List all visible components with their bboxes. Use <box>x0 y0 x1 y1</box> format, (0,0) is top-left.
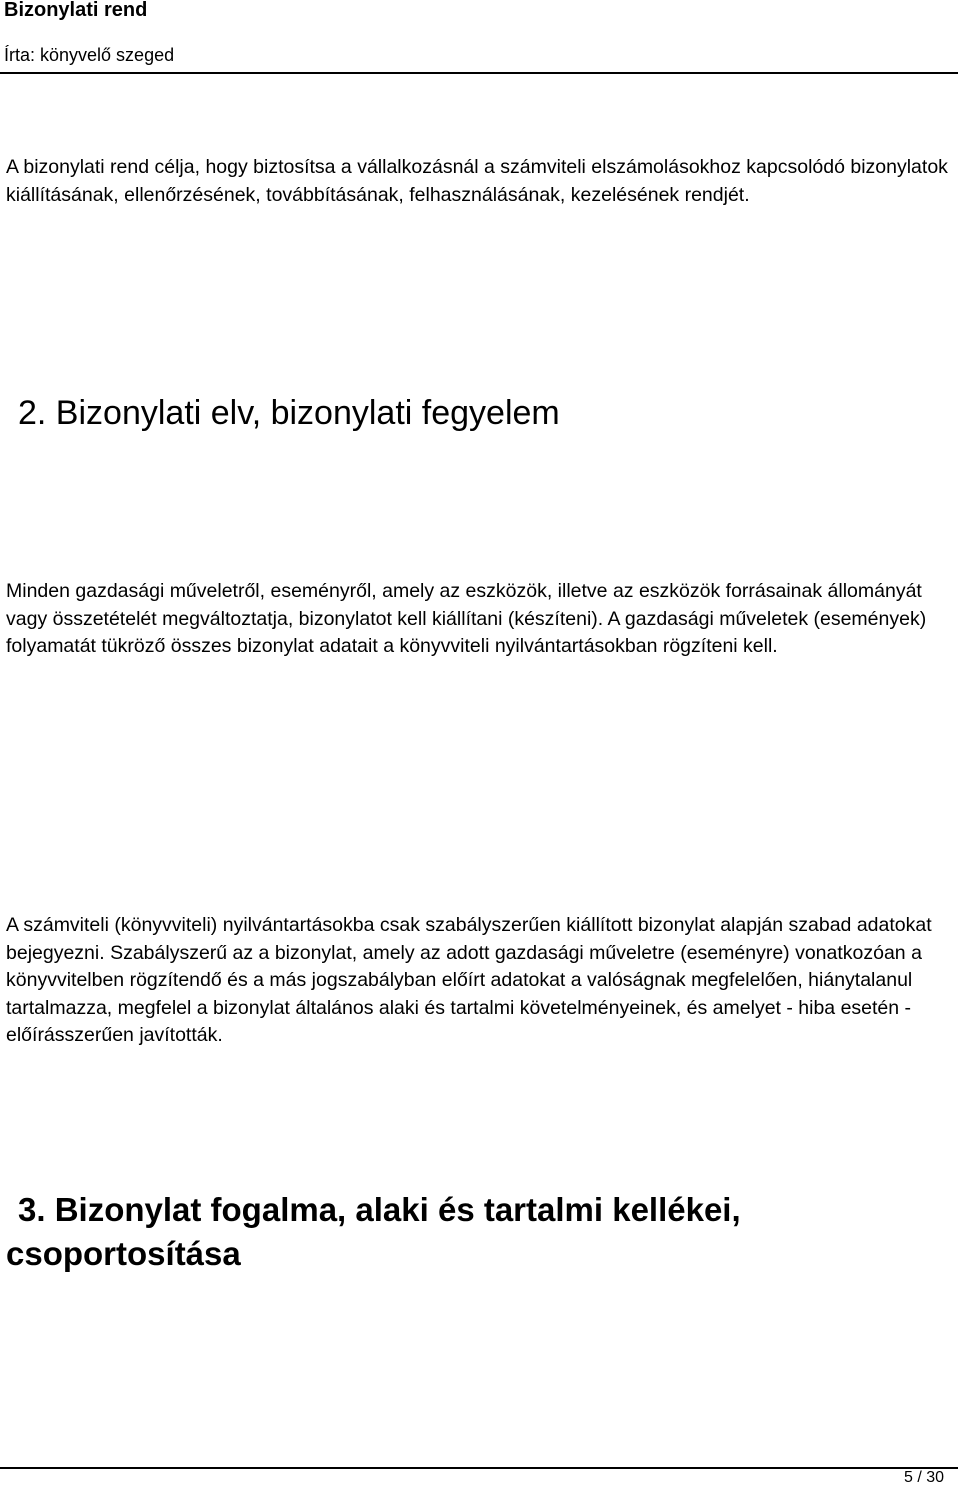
section-2-paragraph-2: A számviteli (könyvviteli) nyilvántartásokba csak szabályszerűen kiállított bizonylat alapján szabad adatokat bejegyezni. Szabályszerű az a bizonylat, amely az adott gazdasági műveletre (eseményre) vonatkozóan a könyvvitelben rögzítendő és a más jogszabályban előírt adatokat a valóságnak megfelelően, hiánytalanul tartalmazza, megfelel a bizonylat általános alaki és tartalmi követelményeinek, és amelyet - hiba esetén - előírásszerűen javították. <box>6 914 932 1047</box>
section-2-paragraph-1: Minden gazdasági műveletről, eseményről, amely az eszközök, illetve az eszközök forrásainak állományát vagy összetételét megváltoztatja, bizonylatot kell kiállítani (készíteni). A gazdasági műveletek (események) folyamatát tükröző összes bizonylat adatait a könyvviteli nyilvántartásokban rögzíteni kell. <box>6 580 927 658</box>
section-3-heading <box>6 1188 956 1276</box>
author-line: Írta: könyvelő szeged <box>4 45 175 65</box>
footer-divider <box>0 1467 958 1469</box>
section-3-heading-text: 3. Bizonylat fogalma, alaki és tartalmi kellékei, csoportosítása <box>6 1191 741 1272</box>
page-number: 5 / 30 <box>903 1469 944 1486</box>
intro-paragraph: A bizonylati rend célja, hogy biztosítsa a vállalkozásnál a számviteli elszámolásokhoz kapcsolódó bizonylatok kiállításának, ellenőrzésének, továbbításának, felhasználásának, kezelésének rendjét. <box>6 156 948 206</box>
section-2-heading: 2. Bizonylati elv, bizonylati fegyelem <box>18 394 560 432</box>
header-divider <box>0 72 958 74</box>
document-title: Bizonylati rend <box>4 0 148 21</box>
